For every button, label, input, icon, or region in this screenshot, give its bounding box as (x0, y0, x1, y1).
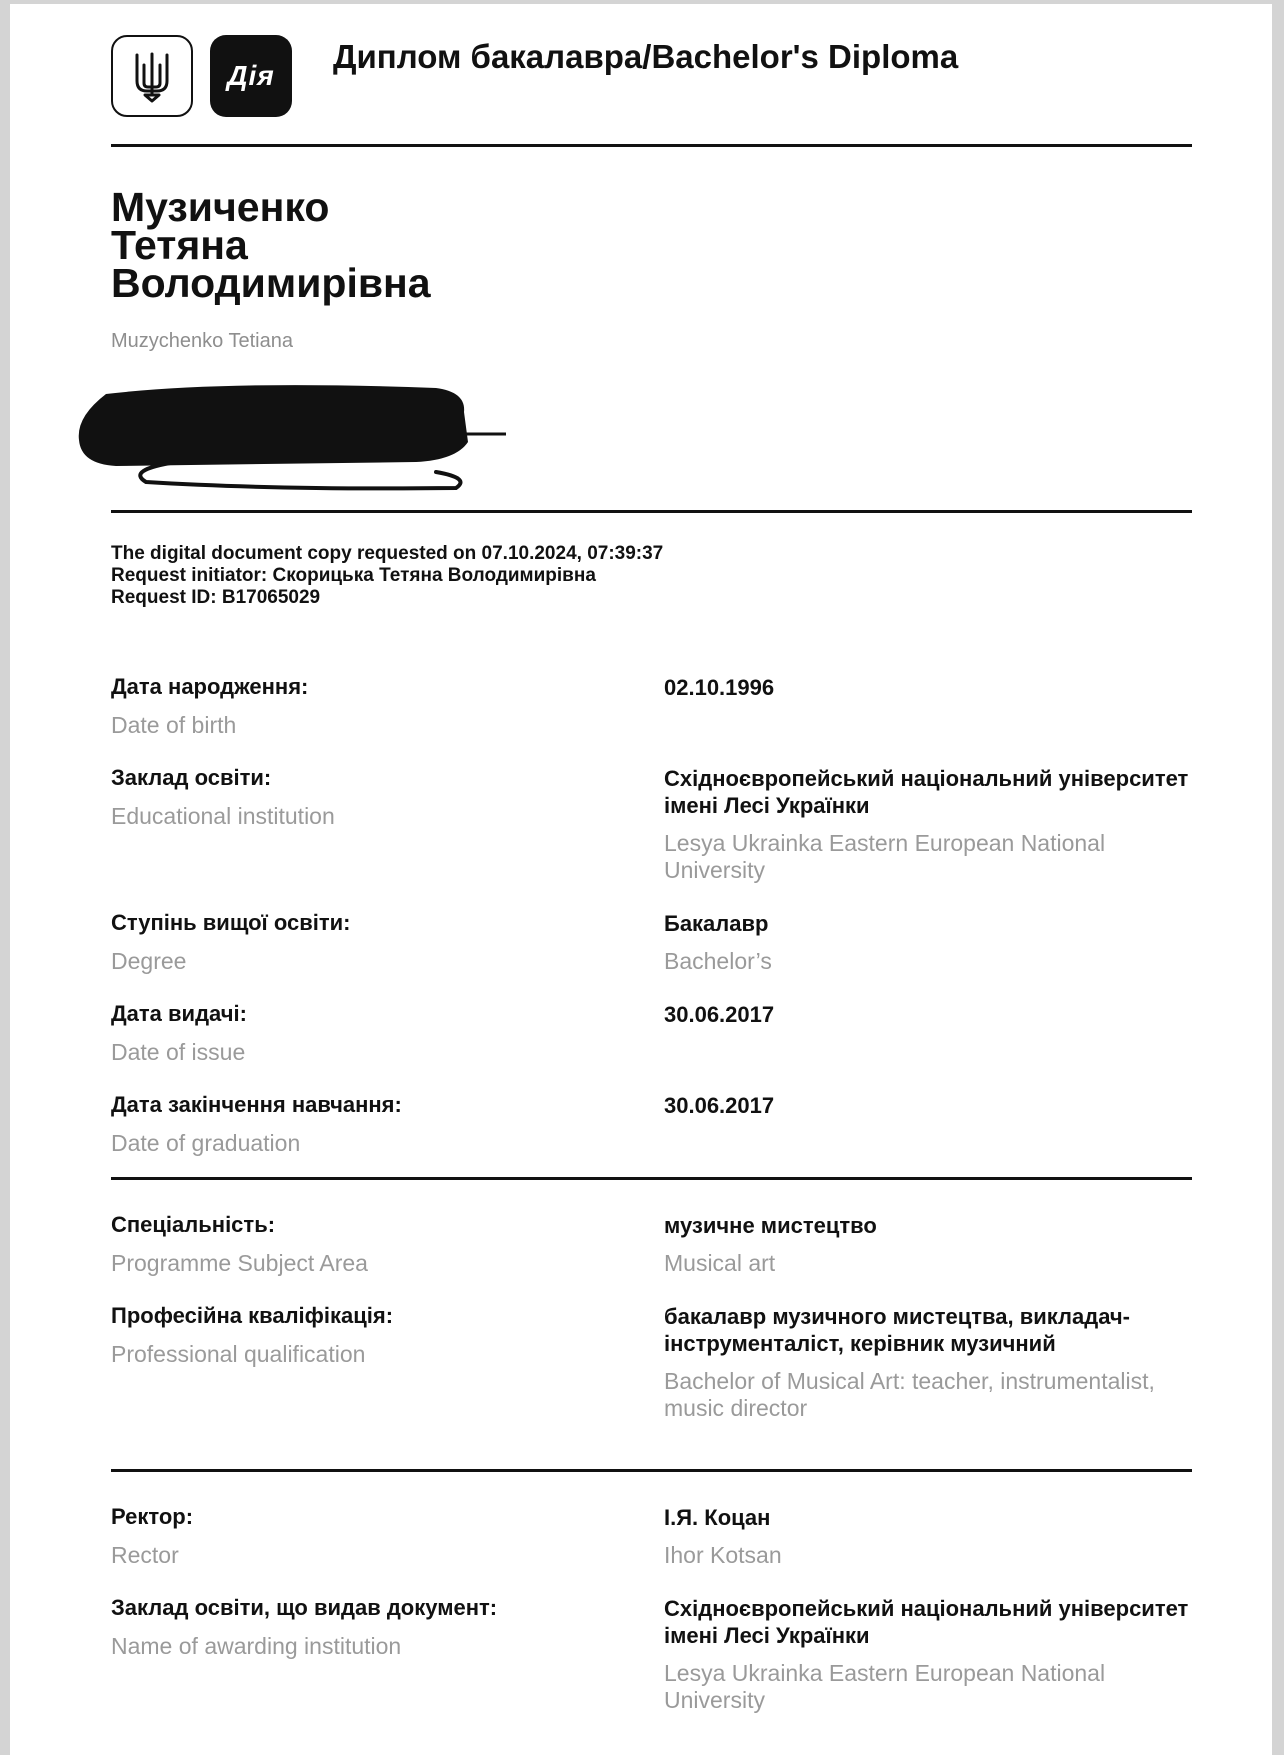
field-label: Заклад освіти: (111, 765, 272, 790)
field-label-en: Professional qualification (111, 1341, 366, 1367)
field-label-en: Rector (111, 1542, 179, 1568)
field-label-en: Degree (111, 948, 187, 974)
holder-given-name: Тетяна (111, 222, 248, 268)
field-value: І.Я. Коцан (664, 1505, 771, 1530)
field-value: Бакалавр (664, 911, 769, 936)
holder-name (111, 184, 431, 306)
request-initiator: Request initiator: Скорицька Тетяна Володимирівна (111, 565, 596, 586)
field-value: Східноєвропейський національний університет імені Лесі Українки (664, 766, 1189, 818)
field-label-en: Educational institution (111, 803, 335, 829)
diia-logo-text: Дія (227, 60, 275, 91)
field-label: Дата народження: (111, 674, 309, 699)
divider (111, 510, 1192, 513)
field-label-en: Date of graduation (111, 1130, 301, 1156)
holder-patronymic: Володимирівна (111, 260, 431, 306)
field-label: Заклад освіти, що видав документ: (111, 1595, 498, 1620)
holder-surname: Музиченко (111, 184, 330, 230)
field-label: Спеціальність: (111, 1212, 276, 1237)
field-label-en: Date of birth (111, 712, 237, 738)
field-label: Ступінь вищої освіти: (111, 910, 351, 935)
request-id: Request ID: B17065029 (111, 587, 321, 608)
divider (111, 1177, 1192, 1180)
field-value: 30.06.2017 (664, 1093, 775, 1118)
field-label-en: Programme Subject Area (111, 1250, 368, 1276)
field-value-en: Bachelor’s (664, 948, 772, 974)
document-page (10, 4, 1272, 1755)
field-value: 30.06.2017 (664, 1002, 775, 1027)
redaction-scribble (76, 382, 516, 497)
field-value-en: Lesya Ukrainka Eastern European National University (664, 830, 1106, 883)
field-label-en: Name of awarding institution (111, 1633, 402, 1659)
trident-emblem-icon (111, 35, 193, 117)
field-value-en: Ihor Kotsan (664, 1542, 782, 1568)
field-value-en: Bachelor of Musical Art: teacher, instrumentalist, music director (664, 1368, 1155, 1421)
document-title: Диплом бакалавра/Bachelor's Diploma (333, 38, 959, 75)
field-label: Дата закінчення навчання: (111, 1092, 402, 1117)
holder-latin-name: Muzychenko Tetiana (111, 330, 293, 352)
request-date: The digital document copy requested on 07.10.2024, 07:39:37 (111, 543, 664, 564)
field-value: Східноєвропейський національний університет імені Лесі Українки (664, 1596, 1189, 1648)
field-value: 02.10.1996 (664, 675, 775, 700)
diia-logo (210, 35, 292, 117)
field-value: бакалавр музичного мистецтва, викладач-інструменталіст, керівник музичний (664, 1304, 1130, 1356)
field-value-en: Musical art (664, 1250, 776, 1276)
field-label: Дата видачі: (111, 1001, 247, 1026)
divider (111, 1469, 1192, 1472)
field-value-en: Lesya Ukrainka Eastern European National University (664, 1660, 1106, 1713)
request-info (111, 543, 663, 609)
field-label: Ректор: (111, 1504, 194, 1529)
field-label: Професійна кваліфікація: (111, 1303, 394, 1328)
field-value: музичне мистецтво (664, 1213, 877, 1238)
divider (111, 144, 1192, 147)
field-label-en: Date of issue (111, 1039, 246, 1065)
